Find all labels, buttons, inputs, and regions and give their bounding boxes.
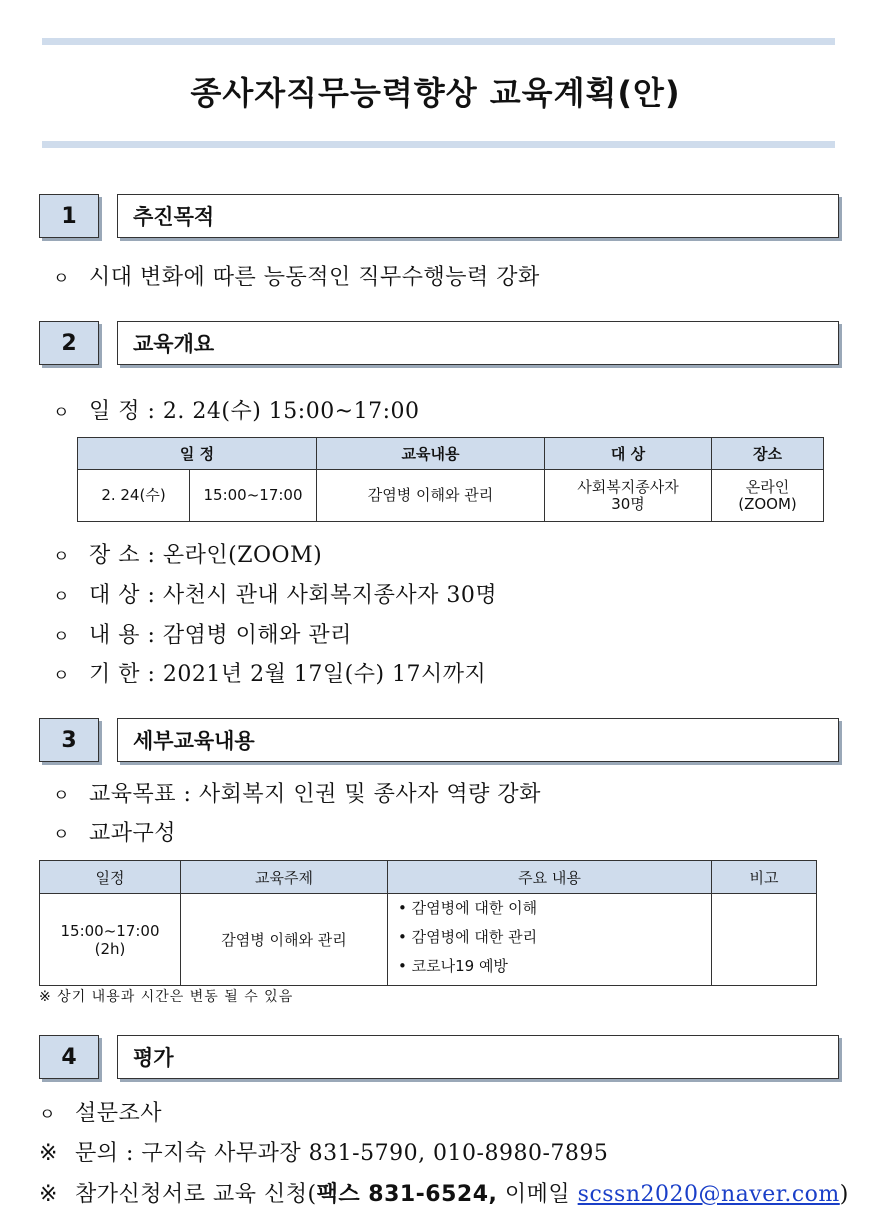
overview-target: 사회복지종사자 30명 <box>545 470 712 522</box>
deadline-line: ㅇ 기 한 : 2021년 2월 17일(수) 17시까지 <box>53 662 487 687</box>
place-line: ㅇ 장 소 : 온라인(ZOOM) <box>53 543 323 568</box>
curriculum-remark <box>712 894 817 986</box>
curriculum-header-schedule: 일정 <box>40 861 181 894</box>
curriculum-items <box>388 894 712 986</box>
section-2-title: 교육개요 <box>117 321 839 365</box>
curriculum-topic: 감염병 이해와 관리 <box>181 894 388 986</box>
curriculum-header-content: 주요 내용 <box>388 861 712 894</box>
overview-table <box>77 437 824 522</box>
purpose-line: ㅇ 시대 변화에 따른 능동적인 직무수행능력 강화 <box>53 265 540 290</box>
bullet-icon: ㅇ <box>53 825 70 845</box>
bullet-icon: ㅇ <box>53 666 70 686</box>
bullet-icon: ㅇ <box>53 269 70 289</box>
section-2-number: 2 <box>39 321 99 365</box>
curriculum-header-topic: 교육주제 <box>181 861 388 894</box>
overview-place: 온라인 (ZOOM) <box>712 470 824 522</box>
goal-line: ㅇ 교육목표 : 사회복지 인권 및 종사자 역량 강화 <box>53 782 541 807</box>
top-rule <box>42 38 835 45</box>
note-mark-icon: ※ <box>39 1141 58 1166</box>
curriculum-header-remark: 비고 <box>712 861 817 894</box>
list-item: • 코로나19 예방 <box>398 957 508 975</box>
curriculum-line: ㅇ 교과구성 <box>53 821 177 846</box>
email-link[interactable]: scssn2020@naver.com <box>577 1182 840 1207</box>
section-4-title: 평가 <box>117 1035 839 1079</box>
list-item: • 감염병에 대한 관리 <box>398 928 538 946</box>
section-1-number: 1 <box>39 194 99 238</box>
bullet-icon: ㅇ <box>53 403 70 423</box>
curriculum-time: 15:00~17:00 (2h) <box>40 894 181 986</box>
survey-line: ㅇ 설문조사 <box>39 1101 163 1126</box>
bullet-icon: ㅇ <box>53 587 70 607</box>
section-1-title: 추진목적 <box>117 194 839 238</box>
content-line: ㅇ 내 용 : 감염병 이해와 관리 <box>53 623 352 648</box>
page-title: 종사자직무능력향상 교육계획(안) <box>190 74 681 112</box>
bullet-icon: ㅇ <box>53 627 70 647</box>
section-3-number: 3 <box>39 718 99 762</box>
title-rule <box>42 141 835 148</box>
change-note: ※ 상기 내용과 시간은 변동 될 수 있음 <box>39 989 294 1005</box>
overview-content: 감염병 이해와 관리 <box>317 470 545 522</box>
overview-header-place: 장소 <box>712 438 824 470</box>
schedule-line: ㅇ 일 정 : 2. 24(수) 15:00~17:00 <box>53 399 420 424</box>
fax-number: 팩스 831-6524, <box>316 1182 498 1207</box>
inquiry-line: ※ 문의 : 구지숙 사무과장 831-5790, 010-8980-7895 <box>39 1141 609 1166</box>
section-4-number: 4 <box>39 1035 99 1079</box>
note-mark-icon: ※ <box>39 1182 58 1207</box>
overview-time: 15:00~17:00 <box>190 470 317 522</box>
curriculum-table <box>39 860 817 986</box>
bullet-icon: ㅇ <box>53 786 70 806</box>
bullet-icon: ㅇ <box>39 1105 56 1125</box>
section-3-title: 세부교육내용 <box>117 718 839 762</box>
overview-header-target: 대 상 <box>545 438 712 470</box>
overview-date: 2. 24(수) <box>78 470 190 522</box>
bullet-icon: ㅇ <box>53 547 70 567</box>
target-line: ㅇ 대 상 : 사천시 관내 사회복지종사자 30명 <box>53 583 498 608</box>
overview-header-content: 교육내용 <box>317 438 545 470</box>
list-item: • 감염병에 대한 이해 <box>398 899 538 917</box>
apply-line: ※ 참가신청서로 교육 신청(팩스 831-6524, 이메일 scssn2020@naver.com) <box>39 1182 849 1207</box>
overview-header-schedule: 일 정 <box>78 438 317 470</box>
